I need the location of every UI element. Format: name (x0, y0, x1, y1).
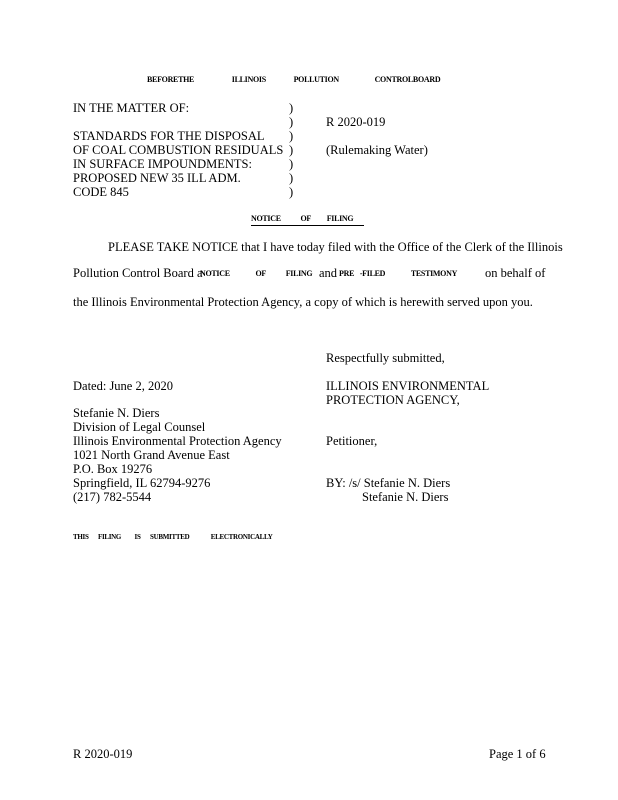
notice-line-2-caps2 (339, 269, 457, 278)
caption-line: IN THE MATTER OF: (73, 101, 190, 115)
caps-word: FILING (285, 268, 313, 279)
caps-word: PRE (339, 268, 355, 279)
heading-word: CONTROLBOARD (374, 74, 441, 85)
signature-by: BY: /s/ Stefanie N. Diers (326, 476, 451, 490)
paren: ) (289, 143, 294, 157)
heading-word: ILLINOIS (231, 74, 266, 85)
notice-line-1: PLEASE TAKE NOTICE that I have today filed with the Office of the Clerk of the Illinois (108, 240, 563, 254)
heading-word: POLLUTION (293, 74, 339, 85)
caps-word: -FILED (359, 268, 386, 279)
petitioner-label: Petitioner, (326, 434, 378, 448)
footer-page-number: Page 1 of 6 (489, 747, 546, 761)
caps-word: TESTIMONY (410, 268, 458, 279)
address-line: (217) 782-5544 (73, 490, 152, 504)
address-line: Stefanie N. Diers (73, 406, 160, 420)
notice-line-2-caps (200, 269, 312, 278)
address-block (73, 406, 282, 504)
paren: ) (289, 171, 294, 185)
agency-line: ILLINOIS ENVIRONMENTAL (326, 379, 490, 393)
agency-name (326, 379, 489, 407)
caption-left (73, 101, 283, 199)
heading-word: BEFORETHE (147, 74, 195, 85)
signer-name: Stefanie N. Diers (362, 490, 449, 504)
agency-line: PROTECTION AGENCY, (326, 393, 460, 407)
caption-line: IN SURFACE IMPOUNDMENTS: (73, 157, 252, 171)
notice-word: NOTICE (251, 213, 281, 224)
docket-number: R 2020-019 (326, 115, 386, 129)
caps-word: NOTICE (200, 268, 230, 279)
note-word: IS (134, 532, 141, 542)
respectfully-submitted: Respectfully submitted, (326, 351, 445, 365)
address-line: Illinois Environmental Protection Agency (73, 434, 282, 448)
note-word: ELECTRONICALLY (210, 532, 273, 542)
dated-line: Dated: June 2, 2020 (73, 379, 173, 393)
address-line: 1021 North Grand Avenue East (73, 448, 230, 462)
caption-line: STANDARDS FOR THE DISPOSAL (73, 129, 265, 143)
paren: ) (289, 115, 294, 129)
address-line: Springfield, IL 62794-9276 (73, 476, 211, 490)
rulemaking-type: (Rulemaking Water) (326, 143, 428, 157)
electronic-filing-note (73, 533, 272, 541)
notice-line-2-and: and (319, 266, 338, 280)
caption-line: OF COAL COMBUSTION RESIDUALS (73, 143, 284, 157)
note-word: THIS (73, 532, 89, 542)
notice-line-2 (73, 266, 203, 281)
caption-line: CODE 845 (73, 185, 129, 199)
board-heading (147, 75, 440, 84)
notice-word: FILING (326, 213, 354, 224)
notice-line-3: the Illinois Environmental Protection Agency, a copy of which is herewith served upon you. (73, 295, 533, 309)
notice-title (251, 214, 353, 223)
paren: ) (289, 129, 294, 143)
note-word: SUBMITTED (150, 532, 190, 542)
paren: ) (289, 101, 294, 115)
notice-title-underline (251, 225, 364, 226)
notice-word: OF (300, 213, 311, 224)
paren: ) (289, 157, 294, 171)
address-line: Division of Legal Counsel (73, 420, 206, 434)
caption-parens (289, 101, 293, 199)
notice-line-2-end: on behalf of (485, 266, 546, 280)
note-word: FILING (97, 532, 122, 542)
caps-word: OF (255, 268, 266, 279)
address-line: P.O. Box 19276 (73, 462, 153, 476)
footer-docket: R 2020-019 (73, 747, 133, 761)
notice-line-2-start: Pollution Control Board a (73, 266, 203, 280)
caption-line: PROPOSED NEW 35 ILL ADM. (73, 171, 241, 185)
paren: ) (289, 185, 294, 199)
caption-line (73, 115, 283, 129)
